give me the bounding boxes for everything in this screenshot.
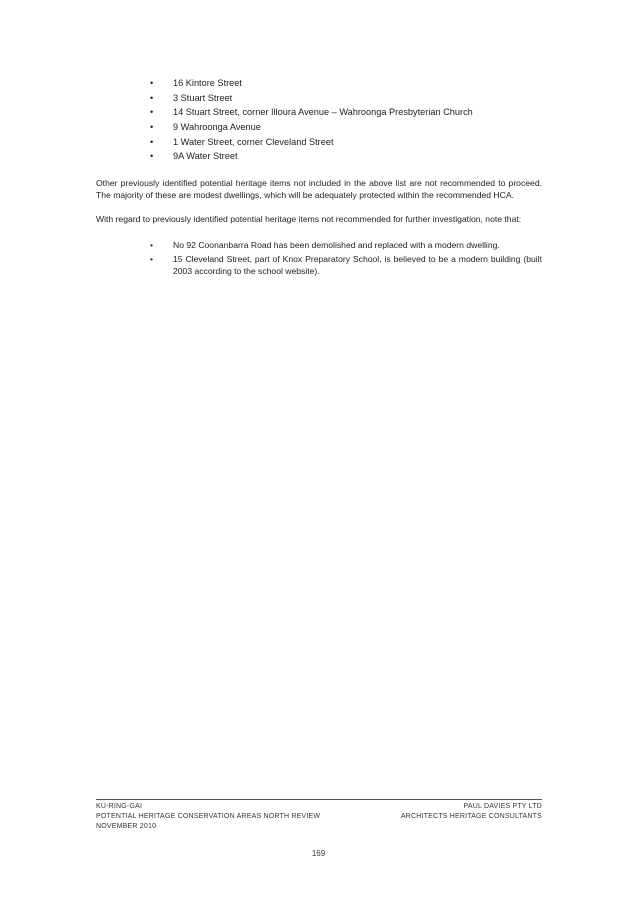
bullet-icon: • [150, 107, 154, 118]
list-item [150, 120, 473, 135]
footer-report-title: POTENTIAL HERITAGE CONSERVATION AREAS NORTH REVIEW [96, 813, 321, 820]
list-item-text: 9A Water Street [173, 151, 238, 162]
list-item-text: 3 Stuart Street [173, 92, 233, 103]
list-item-text: 1 Water Street, corner Cleveland Street [173, 136, 334, 147]
footer-client: KU-RING-GAI [96, 803, 143, 810]
bullet-icon: • [150, 151, 154, 162]
list-item [150, 254, 542, 278]
footer-right [401, 802, 542, 822]
bullet-icon: • [150, 240, 154, 250]
list-item [150, 91, 473, 106]
list-item-text: No 92 Coonanbarra Road has been demolished and replaced with a modern dwelling. [173, 240, 500, 250]
bullet-icon: • [150, 253, 154, 264]
recommended-items-list [150, 76, 473, 164]
list-item [150, 240, 542, 252]
paragraph-note-intro: With regard to previously identified potential heritage items not recommended for further investigation, note that: [96, 214, 522, 224]
list-item-text: 16 Kintore Street [173, 78, 242, 88]
footer-date: NOVEMBER 2010 [96, 823, 157, 830]
list-item [150, 135, 473, 150]
list-item [150, 76, 473, 91]
footer-divider [96, 799, 542, 800]
list-item-text: 15 Cleveland Street, part of Knox Preparatory School, is believed to be a modern building (built 2003 according to the school website). [173, 253, 542, 276]
bullet-icon: • [150, 136, 154, 147]
page-number: 169 [311, 849, 326, 858]
notes-list [150, 240, 542, 279]
paragraph-not-recommended: Other previously identified potential heritage items not included in the above list are not recommended to proceed. The majority of these are modest dwellings, which will be adequately protected within the recommended HCA. [96, 178, 542, 200]
footer-company: PAUL DAVIES PTY LTD [463, 803, 542, 810]
bullet-icon: • [150, 78, 154, 88]
bullet-icon: • [150, 92, 154, 103]
list-item [150, 105, 473, 120]
list-item-text: 9 Wahroonga Avenue [173, 122, 261, 133]
footer-company-tagline: ARCHITECTS HERITAGE CONSULTANTS [400, 813, 542, 820]
list-item [150, 149, 473, 164]
list-item-text: 14 Stuart Street, corner Illoura Avenue – Wahroonga Presbyterian Church [173, 107, 473, 118]
footer-left [96, 802, 320, 832]
bullet-icon: • [150, 122, 154, 133]
